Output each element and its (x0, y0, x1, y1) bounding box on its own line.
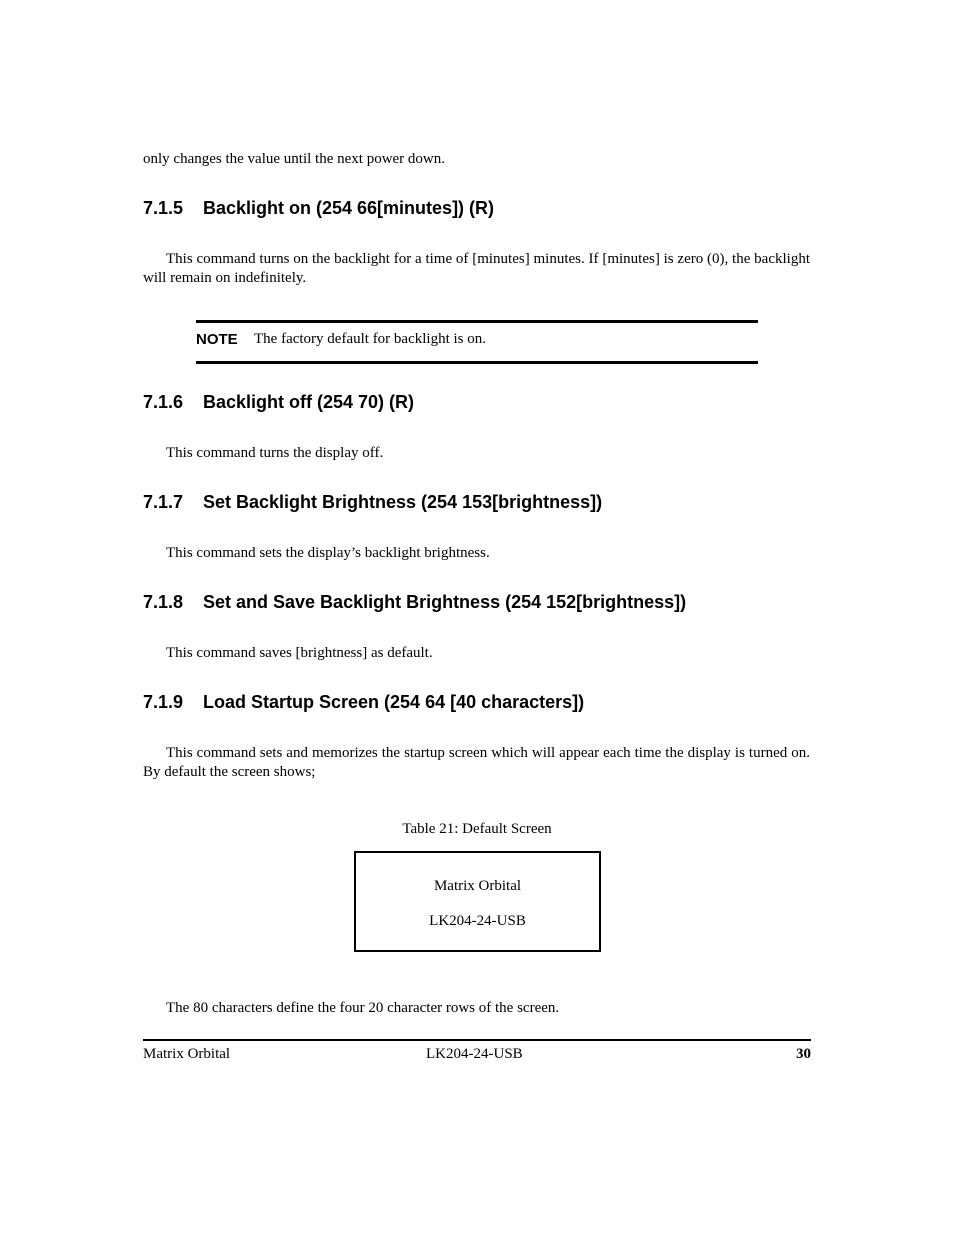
footer-rule (143, 1039, 811, 1041)
section-body-7-1-5 (143, 250, 810, 288)
intro-line: only changes the value until the next power down. (143, 151, 446, 167)
table-caption: Table 21: Default Screen (402, 821, 552, 837)
section-heading-7-1-7 (143, 491, 602, 513)
section-body-7-1-6 (143, 444, 810, 463)
screen-line-2: LK204-24-USB (429, 913, 526, 929)
page-number: 30 (796, 1046, 811, 1062)
footer-center: LK204-24-USB (426, 1046, 523, 1062)
paragraph-text: The 80 characters define the four 20 character rows of the screen. (166, 1000, 560, 1016)
section-number: 7.1.8 (143, 592, 184, 612)
section-heading-7-1-9 (143, 691, 584, 713)
section-heading-7-1-6 (143, 391, 414, 413)
note-label: NOTE (196, 331, 238, 348)
paragraph-text: This command turns on the backlight for a time of [minutes] minutes. If [minutes] is zero (0), the backlight will remain on indefinitely. (143, 251, 810, 286)
section-body-7-1-7 (143, 544, 810, 563)
footer-left: Matrix Orbital (143, 1046, 231, 1062)
section-number: 7.1.7 (143, 492, 184, 512)
section-title: Set Backlight Brightness (254 153[brightness]) (203, 492, 603, 512)
closing-paragraph (143, 999, 810, 1018)
section-number: 7.1.9 (143, 692, 184, 712)
section-body-7-1-8 (143, 644, 810, 663)
section-title: Set and Save Backlight Brightness (254 152[brightness]) (203, 592, 687, 612)
section-title: Backlight on (254 66[minutes]) (R) (203, 198, 495, 218)
paragraph-text: This command saves [brightness] as default. (166, 645, 433, 661)
section-body-7-1-9 (143, 744, 810, 782)
section-number: 7.1.6 (143, 392, 184, 412)
paragraph-text: This command sets the display’s backlight brightness. (166, 545, 490, 561)
paragraph-text: This command sets and memorizes the startup screen which will appear each time the display is turned on. By default the screen shows; (143, 745, 810, 780)
section-title: Load Startup Screen (254 64 [40 characters]) (203, 692, 585, 712)
note-text: The factory default for backlight is on. (254, 331, 487, 347)
section-number: 7.1.5 (143, 198, 184, 218)
screen-line-1: Matrix Orbital (433, 878, 522, 894)
paragraph-text: This command turns the display off. (166, 445, 384, 461)
default-screen-table (354, 851, 601, 952)
section-title: Backlight off (254 70) (R) (203, 392, 415, 412)
note-box (196, 320, 758, 364)
section-heading-7-1-8 (143, 591, 686, 613)
section-heading-7-1-5 (143, 197, 494, 219)
